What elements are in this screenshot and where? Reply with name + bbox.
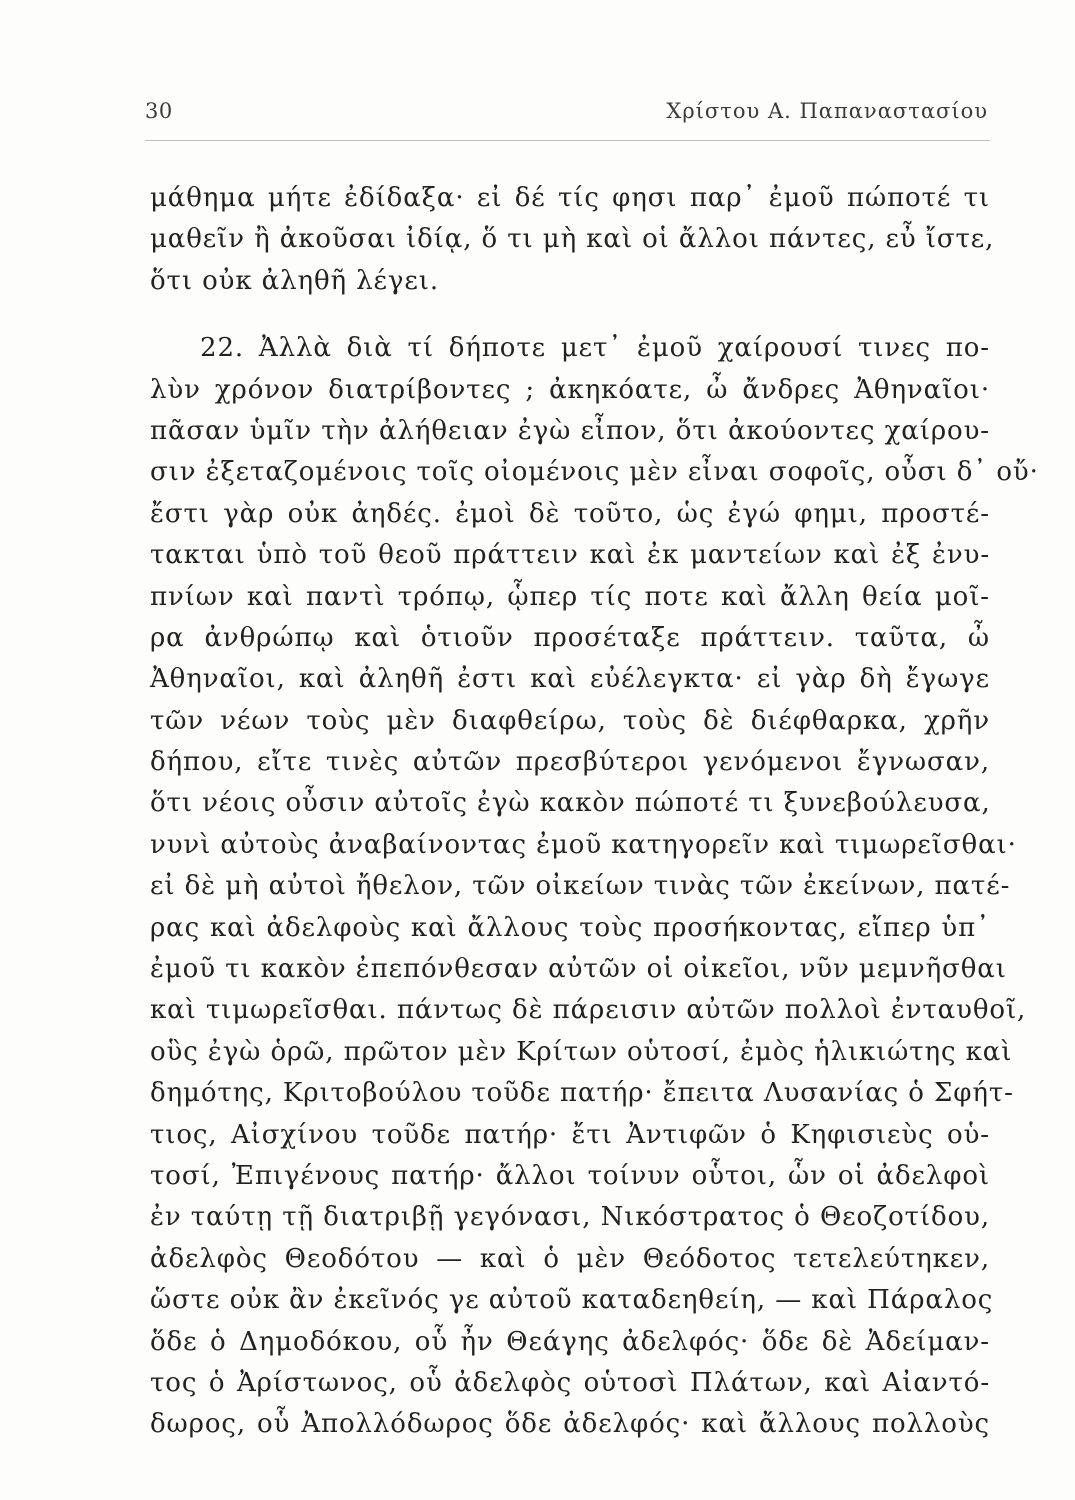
text-line: μαθεῖν ἢ ἀκοῦσαι ἰδίᾳ, ὅ τι μὴ καὶ οἱ ἄλλοι πάντες, εὖ ἴστε, bbox=[150, 224, 995, 255]
text-line: εἰ δὲ μὴ αὐτοὶ ἤθελον, τῶν οἰκείων τινὰς τῶν ἐκείνων, πατέ- bbox=[150, 871, 1011, 902]
text-line: τος ὁ Ἀρίστωνος, οὗ ἀδελφὸς οὑτοσὶ Πλάτων, καὶ Αἰαντό- bbox=[150, 1367, 990, 1398]
text-line: καὶ τιμωρεῖσθαι. πάντως δὲ πάρεισιν αὐτῶν πολλοὶ ἐνταυθοῖ, bbox=[150, 995, 1027, 1026]
running-head-author: Χρίστου Α. Παπαναστασίου bbox=[666, 99, 988, 123]
text-line: νυνὶ αὐτοὺς ἀναβαίνοντας ἐμοῦ κατηγορεῖν καὶ τιμωρεῖσθαι· bbox=[150, 829, 1017, 860]
page-number: 30 bbox=[145, 99, 173, 123]
text-line: ὅτι νέοις οὖσιν αὐτοῖς ἐγὼ κακὸν πώποτέ τι ξυνεβούλευσα, bbox=[150, 788, 991, 819]
paragraph bbox=[150, 178, 995, 302]
text-line: οὓς ἐγὼ ὁρῶ, πρῶτον μὲν Κρίτων οὑτοσί, ἐμὸς ἡλικιώτης καὶ bbox=[150, 1036, 1013, 1067]
text-line: Ἀθηναῖοι, καὶ ἀληθῆ ἐστι καὶ εὐέλεγκτα· εἰ γὰρ δὴ ἔγωγε bbox=[150, 664, 990, 695]
text-line: τιος, Αἰσχίνου τοῦδε πατήρ· ἔτι Ἀντιφῶν ὁ Κηφισιεὺς οὑ- bbox=[150, 1119, 990, 1150]
text-line: ἀδελφὸς Θεοδότου — καὶ ὁ μὲν Θεόδοτος τετελεύτηκεν, bbox=[150, 1243, 990, 1274]
header-rule bbox=[145, 140, 990, 141]
text-line: σιν ἐξεταζομένοις τοῖς οἰομένοις μὲν εἶναι σοφοῖς, οὖσι δ᾽ οὔ· bbox=[150, 457, 1039, 488]
text-line: πνίων καὶ παντὶ τρόπῳ, ᾧπερ τίς ποτε καὶ ἄλλη θεία μοῖ- bbox=[150, 581, 990, 612]
text-line: ὥστε οὐκ ἂν ἐκεῖνός γε αὐτοῦ καταδεηθείη, — καὶ Πάραλος bbox=[150, 1285, 994, 1316]
text-line: τῶν νέων τοὺς μὲν διαφθείρω, τοὺς δὲ διέφθαρκα, χρῆν bbox=[150, 705, 990, 736]
text-line: τακται ὑπὸ τοῦ θεοῦ πράττειν καὶ ἐκ μαντείων καὶ ἐξ ἐνυ- bbox=[150, 540, 990, 571]
text-line: πᾶσαν ὑμῖν τὴν ἀλήθειαν ἐγὼ εἶπον, ὅτι ἀκούοντες χαίρου- bbox=[150, 415, 990, 446]
text-line: 22. Ἀλλὰ διὰ τί δήποτε μετ᾽ ἐμοῦ χαίρουσί τινες πο- bbox=[200, 333, 990, 364]
text-line: δημότης, Κριτοβούλου τοῦδε πατήρ· ἔπειτα Λυσανίας ὁ Σφήτ- bbox=[150, 1078, 1014, 1109]
text-line: ρας καὶ ἀδελφοὺς καὶ ἄλλους τοὺς προσήκοντας, εἴπερ ὑπ᾽ bbox=[150, 912, 990, 943]
text-line: δήπου, εἴτε τινὲς αὐτῶν πρεσβύτεροι γενόμενοι ἔγνωσαν, bbox=[150, 747, 990, 778]
text-line: ρα ἀνθρώπῳ καὶ ὁτιοῦν προσέταξε πράττειν. ταῦτα, ὦ bbox=[150, 622, 990, 653]
text-line: ὅτι οὐκ ἀληθῆ λέγει. bbox=[150, 265, 439, 296]
text-line: μάθημα μήτε ἐδίδαξα· εἰ δέ τίς φησι παρ᾽ ἐμοῦ πώποτέ τι bbox=[150, 183, 990, 213]
running-head bbox=[145, 99, 988, 129]
text-line: ἔστι γὰρ οὐκ ἀηδές. ἐμοὶ δὲ τοῦτο, ὡς ἐγώ φημι, προστέ- bbox=[150, 498, 990, 529]
text-line: λὺν χρόνον διατρίβοντες ; ἀκηκόατε, ὦ ἄνδρες Ἀθηναῖοι· bbox=[150, 374, 990, 405]
text-line: ὅδε ὁ Δημοδόκου, οὗ ἦν Θεάγης ἀδελφός· ὅδε δὲ Ἀδείμαν- bbox=[150, 1326, 990, 1357]
text-line: ἐμοῦ τι κακὸν ἐπεπόνθεσαν αὐτῶν οἱ οἰκεῖοι, νῦν μεμνῆσθαι bbox=[150, 954, 1007, 985]
text-line: δωρος, οὗ Ἀπολλόδωρος ὅδε ἀδελφός· καὶ ἄλλους πολλοὺς bbox=[150, 1409, 990, 1440]
text-line: ἐν ταύτῃ τῇ διατριβῇ γεγόνασι, Νικόστρατος ὁ Θεοζοτίδου, bbox=[150, 1202, 990, 1233]
body-text bbox=[150, 178, 1039, 1446]
text-line: τοσί, Ἐπιγένους πατήρ· ἄλλοι τοίνυν οὗτοι, ὧν οἱ ἀδελφοὶ bbox=[150, 1160, 990, 1191]
paragraph-section-22 bbox=[150, 328, 1039, 1446]
